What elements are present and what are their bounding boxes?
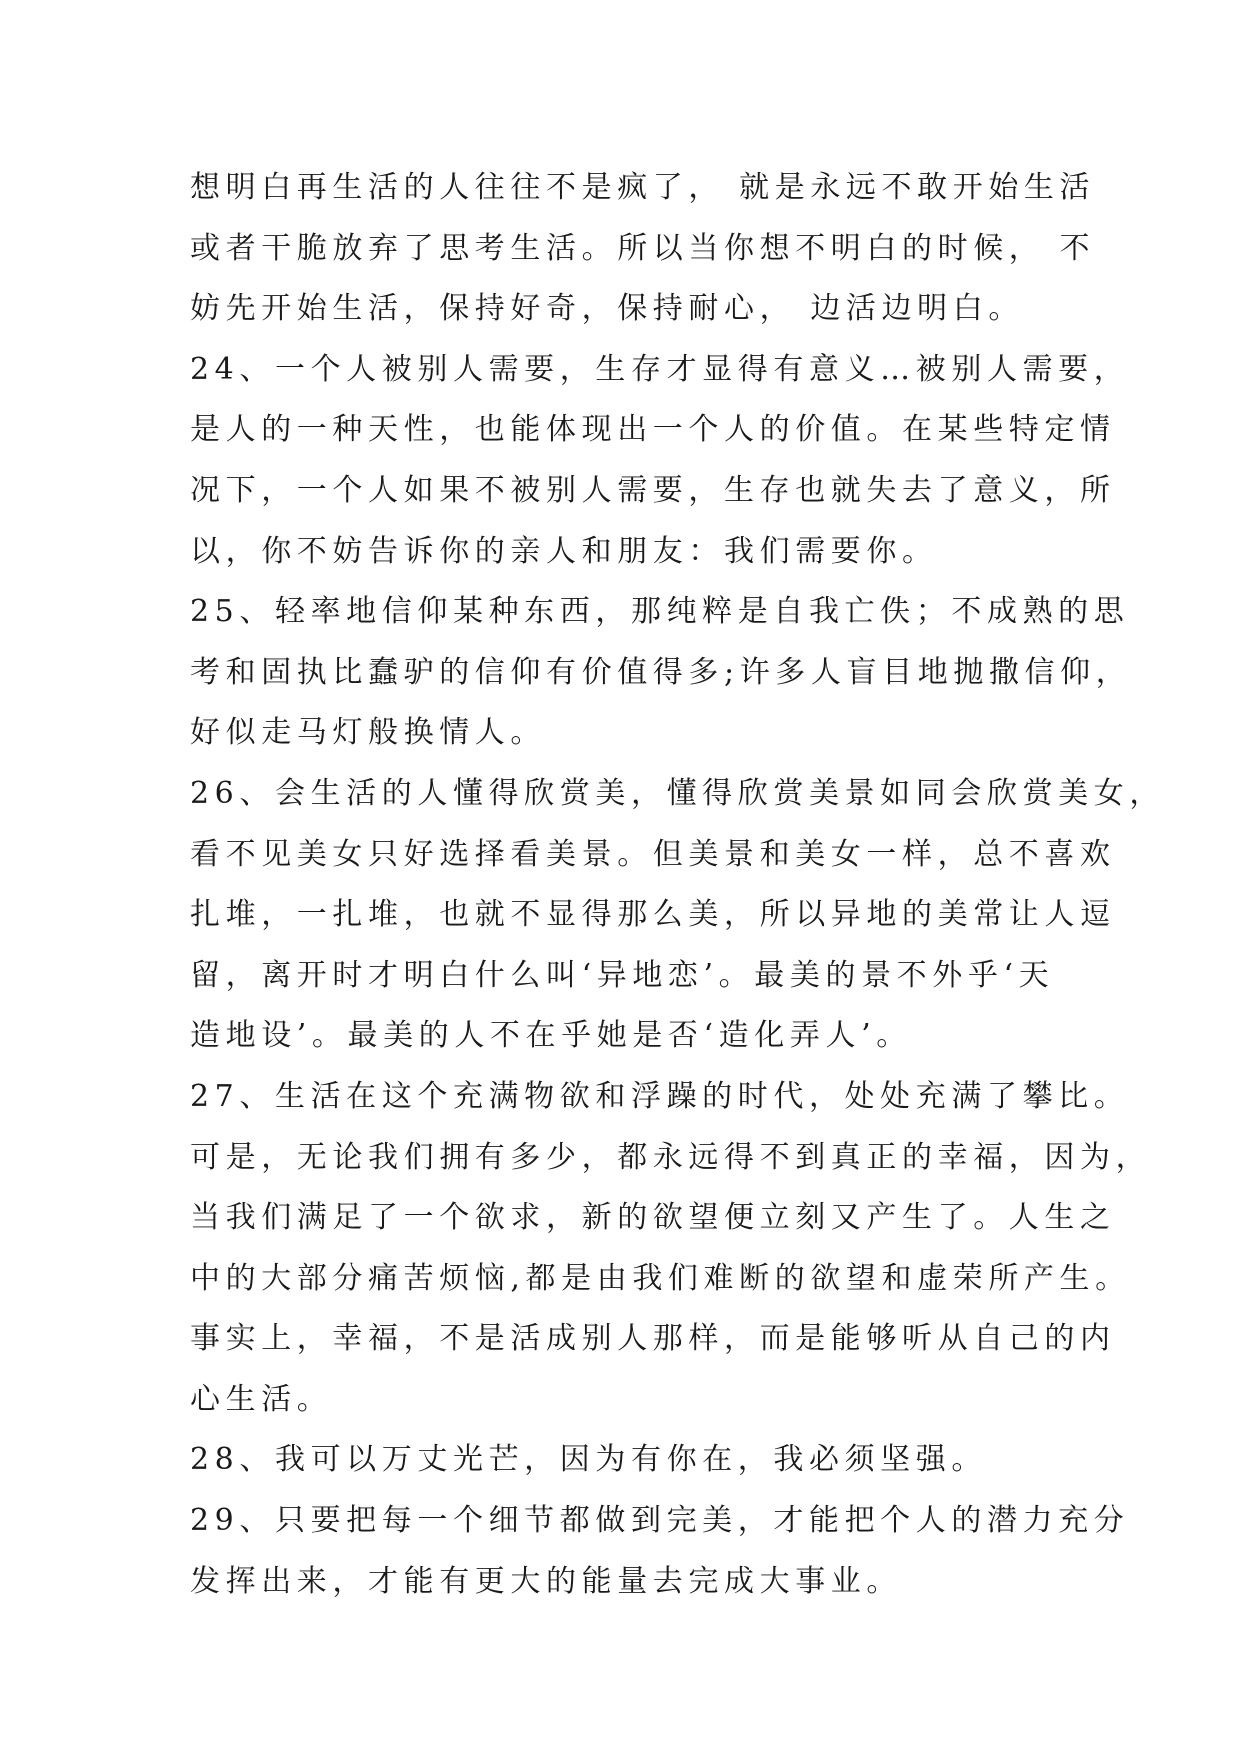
text-line: 妨先开始生活，保持好奇，保持耐心， 边活边明白。 [190, 291, 1024, 327]
text-line: 27、生活在这个充满物欲和浮躁的时代，处处充满了攀比。 [190, 1078, 1130, 1114]
text-line: 发挥出来，才能有更大的能量去完成大事业。 [190, 1563, 902, 1599]
text-line: 中的大部分痛苦烦恼,都是由我们难断的欲望和虚荣所产生。 [190, 1260, 1131, 1296]
text-line: 24、一个人被别人需要，生存才显得有意义…被别人需要， [190, 351, 1130, 387]
text-line: 想明白再生活的人往往不是疯了， 就是永远不敢开始生活 [190, 170, 1096, 205]
text-line: 留，离开时才明白什么叫‘异地恋’。最美的景不外乎‘天 [190, 957, 1055, 993]
text-line: 扎堆，一扎堆，也就不显得那么美，所以异地的美常让人逗 [190, 897, 1116, 933]
text-line: 28、我可以万丈光芒，因为有你在，我必须坚强。 [190, 1442, 987, 1478]
text-line: 况下，一个人如果不被别人需要，生存也就失去了意义，所 [190, 472, 1116, 508]
text-line: 25、轻率地信仰某种东西，那纯粹是自我亡佚；不成熟的思 [190, 594, 1130, 630]
text-line: 当我们满足了一个欲求，新的欲望便立刻又产生了。人生之 [190, 1200, 1116, 1236]
text-line: 看不见美女只好选择看美景。但美景和美女一样，总不喜欢 [190, 836, 1116, 872]
text-line: 事实上，幸福，不是活成别人那样，而是能够听从自己的内 [190, 1321, 1116, 1357]
text-line: 造地设’。最美的人不在乎她是否‘造化弄人’。 [190, 1018, 912, 1054]
text-line: 或者干脆放弃了思考生活。所以当你想不明白的时候， 不 [190, 230, 1096, 266]
text-line: 好似走马灯般换情人。 [190, 715, 546, 751]
text-line: 是人的一种天性，也能体现出一个人的价值。在某些特定情 [190, 412, 1116, 448]
text-line: 心生活。 [190, 1381, 333, 1417]
text-line: 考和固执比蠢驴的信仰有价值得多;许多人盲目地抛撒信仰， [190, 654, 1132, 690]
text-line: 可是，无论我们拥有多少，都永远得不到真正的幸福，因为， [190, 1139, 1152, 1175]
text-line: 以，你不妨告诉你的亲人和朋友：我们需要你。 [190, 533, 938, 569]
body-text [190, 158, 1165, 1612]
text-line: 26、会生活的人懂得欣赏美，懂得欣赏美景如同会欣赏美女， [190, 775, 1165, 811]
text-line: 29、只要把每一个细节都做到完美，才能把个人的潜力充分 [190, 1503, 1130, 1539]
